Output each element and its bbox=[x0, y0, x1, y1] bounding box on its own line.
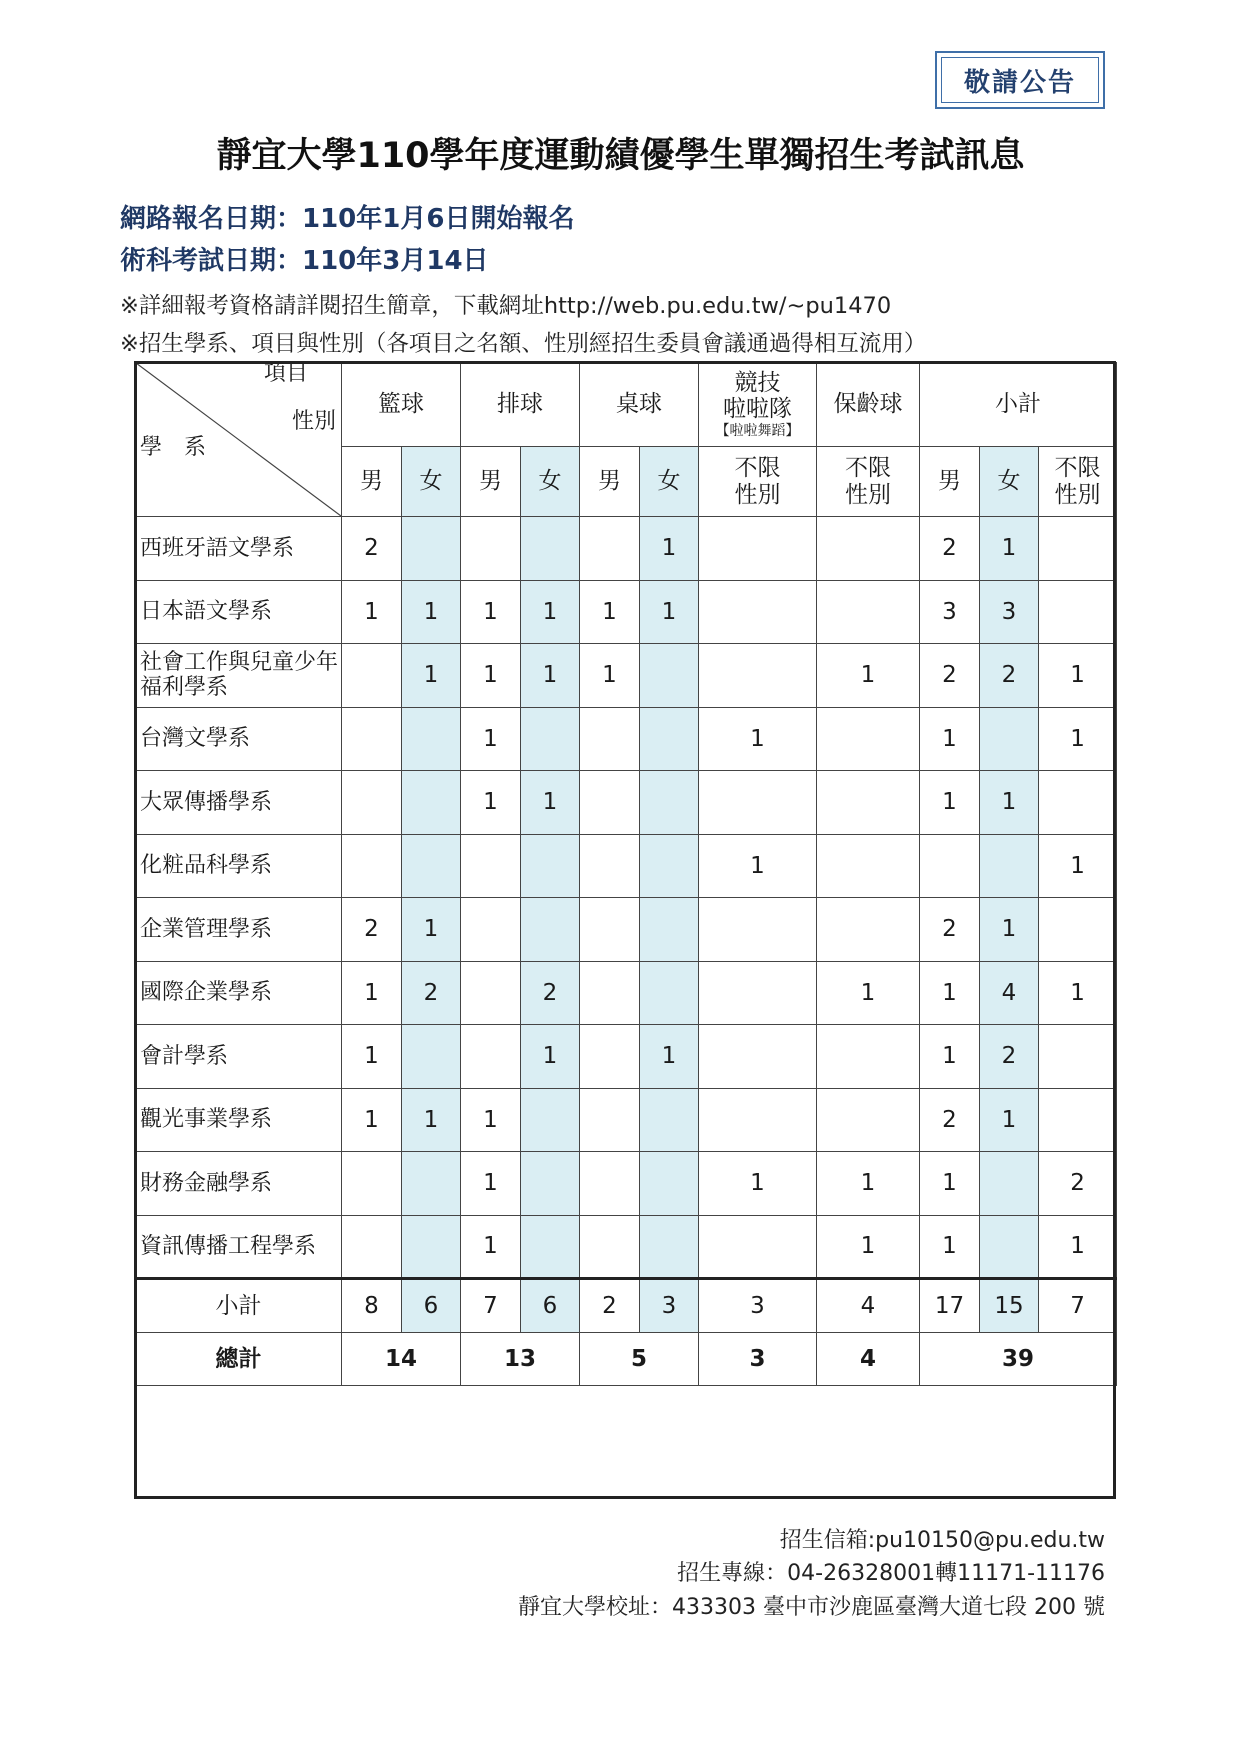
table-row bbox=[136, 961, 1117, 1025]
quota-cell: 1 bbox=[1039, 1215, 1117, 1279]
quota-cell: 1 bbox=[920, 961, 980, 1025]
sport-header bbox=[699, 363, 817, 447]
quota-cell: 2 bbox=[920, 1088, 980, 1152]
quota-cell: 1 bbox=[521, 771, 580, 835]
quota-cell: 1 bbox=[1039, 707, 1117, 771]
dept-name: 大眾傳播學系 bbox=[136, 771, 342, 835]
quota-cell bbox=[817, 707, 920, 771]
quota-cell: 1 bbox=[920, 1152, 980, 1216]
table-row bbox=[136, 707, 1117, 771]
quota-cell bbox=[402, 517, 461, 581]
quota-cell: 1 bbox=[461, 1152, 521, 1216]
header-row-sports bbox=[136, 363, 1117, 447]
quota-cell: 1 bbox=[699, 707, 817, 771]
quota-cell bbox=[1039, 898, 1117, 962]
quota-cell bbox=[521, 1088, 580, 1152]
quota-cell bbox=[817, 517, 920, 581]
quota-cell: 1 bbox=[980, 771, 1039, 835]
quota-cell: 1 bbox=[699, 834, 817, 898]
subtotal-cell: 7 bbox=[1039, 1279, 1117, 1333]
quota-cell: 1 bbox=[920, 1215, 980, 1279]
quota-cell bbox=[521, 707, 580, 771]
quota-cell bbox=[342, 834, 402, 898]
quota-cell: 2 bbox=[980, 644, 1039, 708]
quota-cell: 1 bbox=[817, 644, 920, 708]
quota-cell bbox=[402, 1025, 461, 1089]
quota-cell bbox=[342, 644, 402, 708]
quota-cell bbox=[402, 1215, 461, 1279]
quota-cell bbox=[817, 1025, 920, 1089]
quota-cell bbox=[402, 1152, 461, 1216]
quota-cell: 1 bbox=[521, 644, 580, 708]
quota-cell bbox=[461, 1025, 521, 1089]
dept-name: 西班牙語文學系 bbox=[136, 517, 342, 581]
quota-cell: 2 bbox=[402, 961, 461, 1025]
sport-name: 籃球 bbox=[378, 391, 424, 418]
quota-cell: 3 bbox=[920, 580, 980, 644]
page-title: 靜宜大學110學年度運動績優學生單獨招生考試訊息 bbox=[216, 136, 1025, 176]
quota-cell: 2 bbox=[920, 644, 980, 708]
quota-cell bbox=[640, 644, 699, 708]
quota-cell: 1 bbox=[521, 580, 580, 644]
gender-header: 男 bbox=[920, 447, 980, 517]
dept-name: 社會工作與兒童少年福利學系 bbox=[136, 644, 342, 708]
quota-cell bbox=[402, 771, 461, 835]
cheer-note: 【啦啦舞蹈】 bbox=[715, 422, 800, 439]
sport-name: 小計 bbox=[995, 391, 1042, 418]
total-cell: 3 bbox=[699, 1333, 817, 1386]
dept-name: 台灣文學系 bbox=[136, 707, 342, 771]
corner-item-label: 項目 bbox=[264, 361, 309, 386]
quota-cell bbox=[1039, 580, 1117, 644]
quota-cell bbox=[817, 771, 920, 835]
quota-cell: 1 bbox=[980, 517, 1039, 581]
quota-cell: 1 bbox=[1039, 644, 1117, 708]
table-row bbox=[136, 517, 1117, 581]
quota-cell bbox=[461, 517, 521, 581]
quota-cell bbox=[580, 961, 640, 1025]
quota-cell bbox=[699, 644, 817, 708]
quota-cell: 2 bbox=[521, 961, 580, 1025]
quota-cell bbox=[1039, 517, 1117, 581]
dept-name: 資訊傳播工程學系 bbox=[136, 1215, 342, 1279]
quota-cell: 3 bbox=[980, 580, 1039, 644]
quota-cell: 2 bbox=[920, 517, 980, 581]
quota-cell bbox=[521, 834, 580, 898]
total-cell: 4 bbox=[817, 1333, 920, 1386]
sport-name: 桌球 bbox=[616, 391, 662, 418]
quota-cell bbox=[521, 517, 580, 581]
quota-cell: 1 bbox=[342, 1088, 402, 1152]
registration-date: 網路報名日期：110年1月6日開始報名 bbox=[120, 204, 575, 234]
quota-cell: 1 bbox=[699, 1152, 817, 1216]
subtotal-cell: 6 bbox=[521, 1279, 580, 1333]
total-label: 總計 bbox=[136, 1333, 342, 1386]
subtotal-label: 小計 bbox=[136, 1279, 342, 1333]
quota-cell bbox=[699, 898, 817, 962]
total-row bbox=[136, 1333, 1117, 1386]
quota-cell: 2 bbox=[342, 898, 402, 962]
subtotal-cell: 8 bbox=[342, 1279, 402, 1333]
table-row bbox=[136, 1088, 1117, 1152]
total-cell: 13 bbox=[461, 1333, 580, 1386]
quota-cell bbox=[699, 961, 817, 1025]
sport-name: 競技 啦啦隊 bbox=[723, 370, 792, 423]
subtotal-cell: 3 bbox=[699, 1279, 817, 1333]
quota-cell bbox=[699, 1215, 817, 1279]
quota-cell bbox=[817, 898, 920, 962]
quota-cell: 1 bbox=[580, 644, 640, 708]
quota-cell bbox=[580, 707, 640, 771]
notice-label: 敬請公告 bbox=[941, 57, 1099, 103]
quota-cell bbox=[580, 898, 640, 962]
quota-cell bbox=[461, 961, 521, 1025]
quota-cell: 1 bbox=[342, 1025, 402, 1089]
quota-cell bbox=[699, 1088, 817, 1152]
quota-cell bbox=[640, 1215, 699, 1279]
dept-name: 化粧品科學系 bbox=[136, 834, 342, 898]
quota-cell bbox=[1039, 1088, 1117, 1152]
quota-cell: 1 bbox=[980, 1088, 1039, 1152]
sport-header bbox=[920, 363, 1117, 447]
quota-cell bbox=[640, 898, 699, 962]
sport-header bbox=[817, 363, 920, 447]
quota-cell: 1 bbox=[342, 580, 402, 644]
quota-cell: 1 bbox=[461, 1215, 521, 1279]
table-row bbox=[136, 1152, 1117, 1216]
gender-header: 女 bbox=[640, 447, 699, 517]
quota-cell bbox=[521, 898, 580, 962]
quota-cell: 2 bbox=[1039, 1152, 1117, 1216]
quota-cell: 1 bbox=[402, 580, 461, 644]
quota-cell bbox=[640, 961, 699, 1025]
contact-phone: 招生專線：04-26328001轉11171-11176 bbox=[677, 1561, 1105, 1586]
quota-cell bbox=[461, 898, 521, 962]
dept-name: 日本語文學系 bbox=[136, 580, 342, 644]
quota-cell bbox=[402, 834, 461, 898]
quota-cell: 1 bbox=[521, 1025, 580, 1089]
table-row bbox=[136, 771, 1117, 835]
quota-cell: 1 bbox=[920, 771, 980, 835]
exam-date: 術科考試日期：110年3月14日 bbox=[120, 246, 489, 276]
subtotal-cell: 4 bbox=[817, 1279, 920, 1333]
subtotal-cell: 3 bbox=[640, 1279, 699, 1333]
quota-cell bbox=[461, 834, 521, 898]
subtotal-row bbox=[136, 1279, 1117, 1333]
quota-cell bbox=[640, 834, 699, 898]
table-row bbox=[136, 644, 1117, 708]
quota-cell bbox=[980, 707, 1039, 771]
table-row bbox=[136, 1215, 1117, 1279]
quota-cell bbox=[342, 707, 402, 771]
dept-name: 財務金融學系 bbox=[136, 1152, 342, 1216]
quota-cell bbox=[580, 1215, 640, 1279]
quota-cell bbox=[342, 771, 402, 835]
quota-cell: 1 bbox=[402, 898, 461, 962]
total-cell: 14 bbox=[342, 1333, 461, 1386]
quota-cell: 1 bbox=[1039, 961, 1117, 1025]
subtotal-cell: 7 bbox=[461, 1279, 521, 1333]
quota-cell bbox=[817, 834, 920, 898]
sport-header bbox=[580, 363, 699, 447]
quota-cell bbox=[920, 834, 980, 898]
quota-cell bbox=[580, 1152, 640, 1216]
sport-name: 排球 bbox=[497, 391, 543, 418]
quota-cell bbox=[580, 517, 640, 581]
gender-header: 不限 性別 bbox=[1039, 447, 1117, 517]
dept-name: 觀光事業學系 bbox=[136, 1088, 342, 1152]
quota-cell: 1 bbox=[402, 644, 461, 708]
gender-header: 不限 性別 bbox=[699, 447, 817, 517]
note-quota: ※招生學系、項目與性別（各項目之名額、性別經招生委員會議通過得相互流用） bbox=[120, 331, 927, 357]
quota-cell: 1 bbox=[640, 517, 699, 581]
quota-cell bbox=[980, 1215, 1039, 1279]
notice-box bbox=[935, 51, 1105, 109]
quota-cell: 2 bbox=[342, 517, 402, 581]
quota-cell: 1 bbox=[461, 644, 521, 708]
quota-cell: 1 bbox=[342, 961, 402, 1025]
table-row bbox=[136, 580, 1117, 644]
quota-cell: 2 bbox=[920, 898, 980, 962]
corner-cell bbox=[136, 363, 342, 517]
quota-cell bbox=[640, 771, 699, 835]
quota-cell: 4 bbox=[980, 961, 1039, 1025]
quota-cell: 1 bbox=[640, 1025, 699, 1089]
quota-cell: 1 bbox=[461, 771, 521, 835]
quota-cell bbox=[521, 1215, 580, 1279]
quota-cell: 1 bbox=[920, 1025, 980, 1089]
quota-cell bbox=[699, 580, 817, 644]
contact-email: 招生信箱:pu10150@pu.edu.tw bbox=[779, 1528, 1105, 1553]
quota-cell bbox=[1039, 771, 1117, 835]
table-row bbox=[136, 898, 1117, 962]
quota-cell: 1 bbox=[461, 707, 521, 771]
gender-header: 男 bbox=[342, 447, 402, 517]
quota-cell: 1 bbox=[461, 580, 521, 644]
gender-header: 男 bbox=[580, 447, 640, 517]
table-row bbox=[136, 1025, 1117, 1089]
quota-cell bbox=[699, 771, 817, 835]
quota-cell: 2 bbox=[980, 1025, 1039, 1089]
quota-cell bbox=[580, 1088, 640, 1152]
quota-table bbox=[135, 362, 1117, 1386]
subtotal-cell: 6 bbox=[402, 1279, 461, 1333]
quota-cell bbox=[699, 517, 817, 581]
quota-cell bbox=[521, 1152, 580, 1216]
quota-cell: 1 bbox=[980, 898, 1039, 962]
quota-cell: 1 bbox=[817, 1152, 920, 1216]
sport-header bbox=[461, 363, 580, 447]
gender-header: 女 bbox=[980, 447, 1039, 517]
quota-cell bbox=[640, 1088, 699, 1152]
subtotal-cell: 17 bbox=[920, 1279, 980, 1333]
quota-cell: 1 bbox=[580, 580, 640, 644]
subtotal-cell: 15 bbox=[980, 1279, 1039, 1333]
quota-cell bbox=[699, 1025, 817, 1089]
quota-cell bbox=[580, 771, 640, 835]
dept-name: 國際企業學系 bbox=[136, 961, 342, 1025]
quota-cell bbox=[580, 834, 640, 898]
sport-name: 保齡球 bbox=[833, 391, 903, 418]
gender-header: 男 bbox=[461, 447, 521, 517]
contact-address: 靜宜大學校址：433303 臺中市沙鹿區臺灣大道七段 200 號 bbox=[518, 1595, 1105, 1620]
quota-cell bbox=[980, 1152, 1039, 1216]
quota-cell bbox=[980, 834, 1039, 898]
gender-header: 女 bbox=[402, 447, 461, 517]
gender-header: 不限 性別 bbox=[817, 447, 920, 517]
sport-header bbox=[342, 363, 461, 447]
quota-cell bbox=[342, 1215, 402, 1279]
gender-header: 女 bbox=[521, 447, 580, 517]
quota-cell bbox=[342, 1152, 402, 1216]
table-row bbox=[136, 834, 1117, 898]
quota-cell: 1 bbox=[817, 961, 920, 1025]
quota-cell: 1 bbox=[402, 1088, 461, 1152]
quota-cell: 1 bbox=[1039, 834, 1117, 898]
quota-cell bbox=[817, 1088, 920, 1152]
quota-cell bbox=[640, 707, 699, 771]
quota-cell: 1 bbox=[817, 1215, 920, 1279]
quota-cell: 1 bbox=[461, 1088, 521, 1152]
corner-gender-label: 性別 bbox=[292, 409, 337, 434]
quota-cell bbox=[817, 580, 920, 644]
dept-name: 會計學系 bbox=[136, 1025, 342, 1089]
corner-dept-label: 學 系 bbox=[140, 435, 207, 460]
quota-cell bbox=[1039, 1025, 1117, 1089]
note-download: ※詳細報考資格請詳閱招生簡章，下載網址http://web.pu.edu.tw/~pu1470 bbox=[120, 293, 892, 319]
quota-cell bbox=[580, 1025, 640, 1089]
quota-cell: 1 bbox=[640, 580, 699, 644]
quota-cell bbox=[402, 707, 461, 771]
total-cell: 39 bbox=[920, 1333, 1117, 1386]
total-cell: 5 bbox=[580, 1333, 699, 1386]
subtotal-cell: 2 bbox=[580, 1279, 640, 1333]
quota-cell bbox=[640, 1152, 699, 1216]
dept-name: 企業管理學系 bbox=[136, 898, 342, 962]
quota-cell: 1 bbox=[920, 707, 980, 771]
